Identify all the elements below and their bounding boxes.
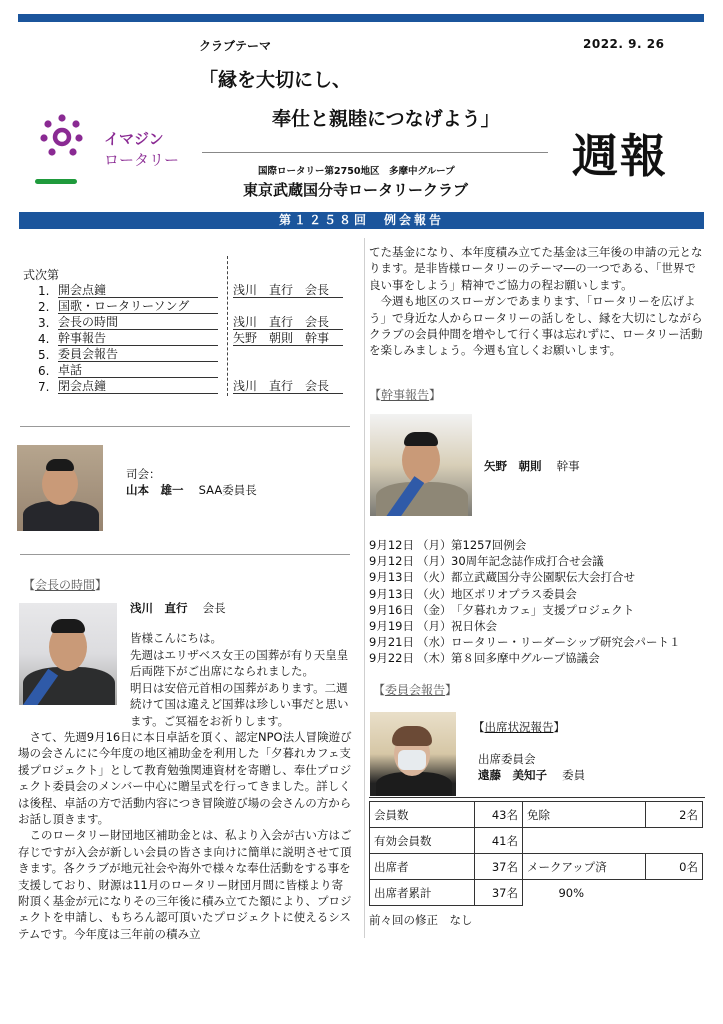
theme-line-1: 「縁を大切にし、 <box>199 69 352 91</box>
program-item-label: 閉会点鐘 <box>58 379 218 394</box>
table-row: 有効会員数 41名 <box>370 828 703 854</box>
program-person: 浅川 直行 会長 <box>233 282 343 298</box>
secretary-role: 幹事 <box>556 459 580 473</box>
section-divider <box>20 426 350 427</box>
schedule-list <box>369 537 709 667</box>
schedule-row: 9月12日 （月） 30周年記念誌作成打合せ会議 <box>369 554 604 569</box>
program-people <box>233 282 343 394</box>
issue-date: 2022. 9. 26 <box>583 37 665 51</box>
president-intro-text: 皆様こんにちは。 先週はエリザベス女王の国葬が有り天皇皇后両陛下がご出席になられました。 明日は安倍元首相の国葬があります。二週続けて国は違えど国葬は珍しい事だと思います。ご冥福をお祈りします。 <box>130 631 349 728</box>
schedule-row: 9月13日 （火） 都立武蔵国分寺公園駅伝大会打合せ <box>369 570 635 585</box>
district-label: 国際ロータリー第2750地区 多摩中グループ <box>258 166 455 177</box>
president-photo <box>19 603 117 705</box>
schedule-row: 9月22日 （木） 第８回多摩中グループ協議会 <box>369 651 600 666</box>
program-person: 矢野 朝則 幹事 <box>233 330 343 346</box>
president-name: 浅川 直行 <box>130 601 188 615</box>
program-person: 浅川 直行 会長 <box>233 378 343 394</box>
secretary-section-heading: 【幹事報告】 <box>369 388 442 402</box>
program-item-label: 開会点鐘 <box>58 283 218 298</box>
logo-green-stroke <box>35 179 77 184</box>
president-continued-text: てた基金になり、本年度積み立てた基金は三年後の申請の元となります。是非皆様ロータリーのテーマ―の一つである、「世界で良い事をしよう」精神でご協力の程お願いします。 今週も地区のスローガンであまります、「ロータリーを広げよう」で身近な人からロータリーの話しをし、縁を大切にしながらクラブの会員仲間を増やして行く事は忘れずに、ロータリー活動を楽しみましょう。今週も宜しくお願いします。 <box>369 245 703 358</box>
header-divider <box>202 152 548 153</box>
program-item: 7. 閉会点鐘 <box>38 378 218 394</box>
schedule-row: 9月13日 （火） 地区ポリオプラス委員会 <box>369 586 577 601</box>
attendance-committee-name: 出席委員会 <box>478 752 536 766</box>
committee-member-photo <box>370 712 456 796</box>
program-item: 3. 会長の時間 <box>38 314 218 330</box>
program-person <box>233 298 343 314</box>
program-title: 式次第 <box>23 268 60 282</box>
weekly-title: 週報 <box>572 129 668 183</box>
reporter-name: 遠藤 美知子 <box>478 768 547 782</box>
program-item: 5. 委員会報告 <box>38 346 218 362</box>
column-divider <box>364 238 365 938</box>
program-item: 2. 国歌・ロータリーソング <box>38 298 218 314</box>
program-dashed-divider <box>227 256 228 396</box>
mc-role: SAA委員長 <box>198 483 257 497</box>
schedule-row: 9月19日 （月） 祝日休会 <box>369 618 497 633</box>
president-section-heading: 【会長の時間】 <box>23 578 108 592</box>
program-item-label: 会長の時間 <box>58 315 218 330</box>
program-list <box>38 282 218 394</box>
program-item-label: 幹事報告 <box>58 331 218 346</box>
secretary-name: 矢野 朝則 <box>484 459 542 473</box>
program-item-label: 卓話 <box>58 363 218 378</box>
mc-name-line <box>126 482 257 498</box>
meeting-report-bar: 第１２５８回 例会報告 <box>19 212 704 229</box>
schedule-row: 9月12日 （月） 第1257回例会 <box>369 538 527 552</box>
program-person <box>233 346 343 362</box>
committee-section-heading: 【委員会報告】 <box>373 683 458 697</box>
attendance-table <box>369 801 703 906</box>
attendance-divider <box>369 797 705 798</box>
theme-line-2: 奉仕と親睦につなげよう」 <box>272 108 500 130</box>
club-theme-label: クラブテーマ <box>199 39 272 53</box>
schedule-row: 9月16日 （金） 「夕暮れカフェ」支援プロジェクト <box>369 602 635 617</box>
program-item: 1. 開会点鐘 <box>38 282 218 298</box>
mc-label: 司会： <box>126 467 161 481</box>
program-person <box>233 362 343 378</box>
table-row: 会員数 43名 免除 2名 <box>370 802 703 828</box>
logo-text-rotary: ロータリー <box>104 151 180 169</box>
program-item: 6. 卓話 <box>38 362 218 378</box>
program-item-label: 委員会報告 <box>58 347 218 362</box>
president-role: 会長 <box>202 601 226 615</box>
schedule-row: 9月21日 （水） ロータリー・リーダーシップ研究会パート１ <box>369 635 681 650</box>
logo-text-imagine: イマジン <box>104 130 164 148</box>
program-person: 浅川 直行 会長 <box>233 314 343 330</box>
table-row: 出席者累計 37名 90% <box>370 880 703 906</box>
mc-name: 山本 雄一 <box>126 483 184 497</box>
president-body-text: さて、先週9月16日に本日卓話を頂く、認定NPO法人冒険遊び場の会さんにに今年度の地区補助金を利用した「夕暮れカフェ支援プロジェクト」として教育勉強関連資材を寄贈し、奉仕プロジェクト委員会のメンバー中心に贈呈式を行ってきました。詳しくは後程、卓話の方で活動内容につき冒険遊び場の会さんの方からお話し頂きます。 このロータリー財団地区補助金とは、私より入会が古い方はご存じですが入会が新しい会員の皆さま向けに簡単に説明させて頂きます。各クラブが地元社会や海外で様々な奉仕活動をする事を支援しており、財源は11月のロータリー財団月間に皆様より寄附頂く基金が元になりその三年後に積み立てた額により、プロジェクトを申請し、もちろん認可頂いたプロジェクトに使えるシステムです。今年度は三年前の積み立 <box>18 730 352 941</box>
program-item: 4. 幹事報告 <box>38 330 218 346</box>
table-row: 出席者 37名 メークアップ済 0名 <box>370 854 703 880</box>
attendance-reporter-line <box>478 767 585 783</box>
section-divider <box>20 554 350 555</box>
secretary-name-line <box>484 458 580 474</box>
attendance-report-heading: 【出席状況報告】 <box>473 720 565 734</box>
program-item-label: 国歌・ロータリーソング <box>58 299 218 314</box>
attendance-rate: 90% <box>558 885 585 900</box>
secretary-photo <box>370 414 472 516</box>
club-name: 東京武蔵国分寺ロータリークラブ <box>243 181 469 199</box>
reporter-role: 委員 <box>562 768 586 782</box>
president-name-line <box>130 600 226 616</box>
imagine-rotary-logo-icon <box>33 110 93 166</box>
top-rule-bar <box>18 14 704 22</box>
mc-photo <box>17 445 103 531</box>
correction-note: 前々回の修正 なし <box>369 913 473 927</box>
